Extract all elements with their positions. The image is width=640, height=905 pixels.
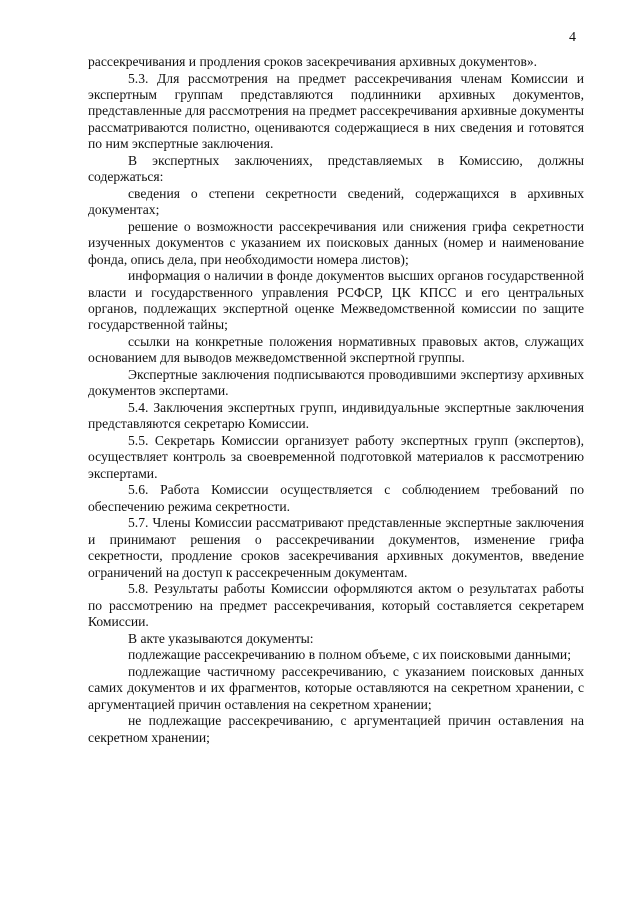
paragraph: рассекречивания и продления сроков засекречивания архивных документов».	[88, 54, 538, 69]
paragraph: 5.6. Работа Комиссии осуществляется с соблюдением требований по обеспечению режима секретности.	[88, 482, 584, 514]
paragraph: сведения о степени секретности сведений, содержащихся в архивных документах;	[88, 185, 584, 218]
paragraph: В акте указываются документы:	[128, 630, 314, 646]
paragraph: Экспертные заключения подписываются проводившими экспертизу архивных документов экспертами.	[88, 367, 584, 399]
document-body	[88, 54, 584, 746]
paragraph: 5.5. Секретарь Комиссии организует работу экспертных групп (экспертов), осуществляет контроль за своевременной подготовкой материалов к рассмотрению экспертами.	[88, 433, 584, 481]
paragraph: не подлежащие рассекречиванию, с аргументацией причин оставления на секретном хранении;	[88, 713, 584, 745]
paragraph: подлежащие рассекречиванию в полном объеме, с их поисковыми данными;	[128, 647, 571, 663]
paragraph: 5.4. Заключения экспертных групп, индивидуальные экспертные заключения представляются секретарю Комиссии.	[88, 400, 584, 432]
page-number: 4	[569, 30, 576, 45]
paragraph: 5.3. Для рассмотрения на предмет рассекречивания членам Комиссии и экспертным группам представляются подлинники архивных документов, представленные для рассмотрения на предмет рассекречивания архивные документы рассматриваются полистно, оцениваются содержащиеся в них сведения и готовятся по ним экспертные заключения.	[88, 70, 584, 152]
paragraph: 5.7. Члены Комиссии рассматривают представленные экспертные заключения и принимают решения о рассекречивании документов, изменение грифа секретности, продление сроков засекречивания архивных документов, введение ограничений на доступ к рассекреченным документам.	[88, 515, 584, 580]
paragraph: информация о наличии в фонде документов высших органов государственной власти и государственного управления РСФСР, ЦК КПСС и его центральных органов, подлежащих экспертной оценке Межведомственной комиссии по защите государственной тайны;	[88, 268, 584, 333]
paragraph: ссылки на конкретные положения нормативных правовых актов, служащих основанием для выводов межведомственной экспертной группы.	[88, 334, 584, 366]
paragraph: 5.8. Результаты работы Комиссии оформляются актом о результатах работы по рассмотрению на предмет рассекречивания, который составляется секретарем Комиссии.	[88, 581, 584, 630]
paragraph: В экспертных заключениях, представляемых в Комиссию, должны содержаться:	[88, 152, 584, 185]
paragraph: решение о возможности рассекречивания или снижения грифа секретности изученных документов с указанием их поисковых данных (номер и наименование фонда, опись дела, при необходимости номера листов);	[88, 218, 584, 267]
paragraph: подлежащие частичному рассекречиванию, с указанием поисковых данных самих документов и их фрагментов, которые оставляются на секретном хранении, с аргументацией причин оставления на секретном хранении;	[88, 663, 584, 712]
